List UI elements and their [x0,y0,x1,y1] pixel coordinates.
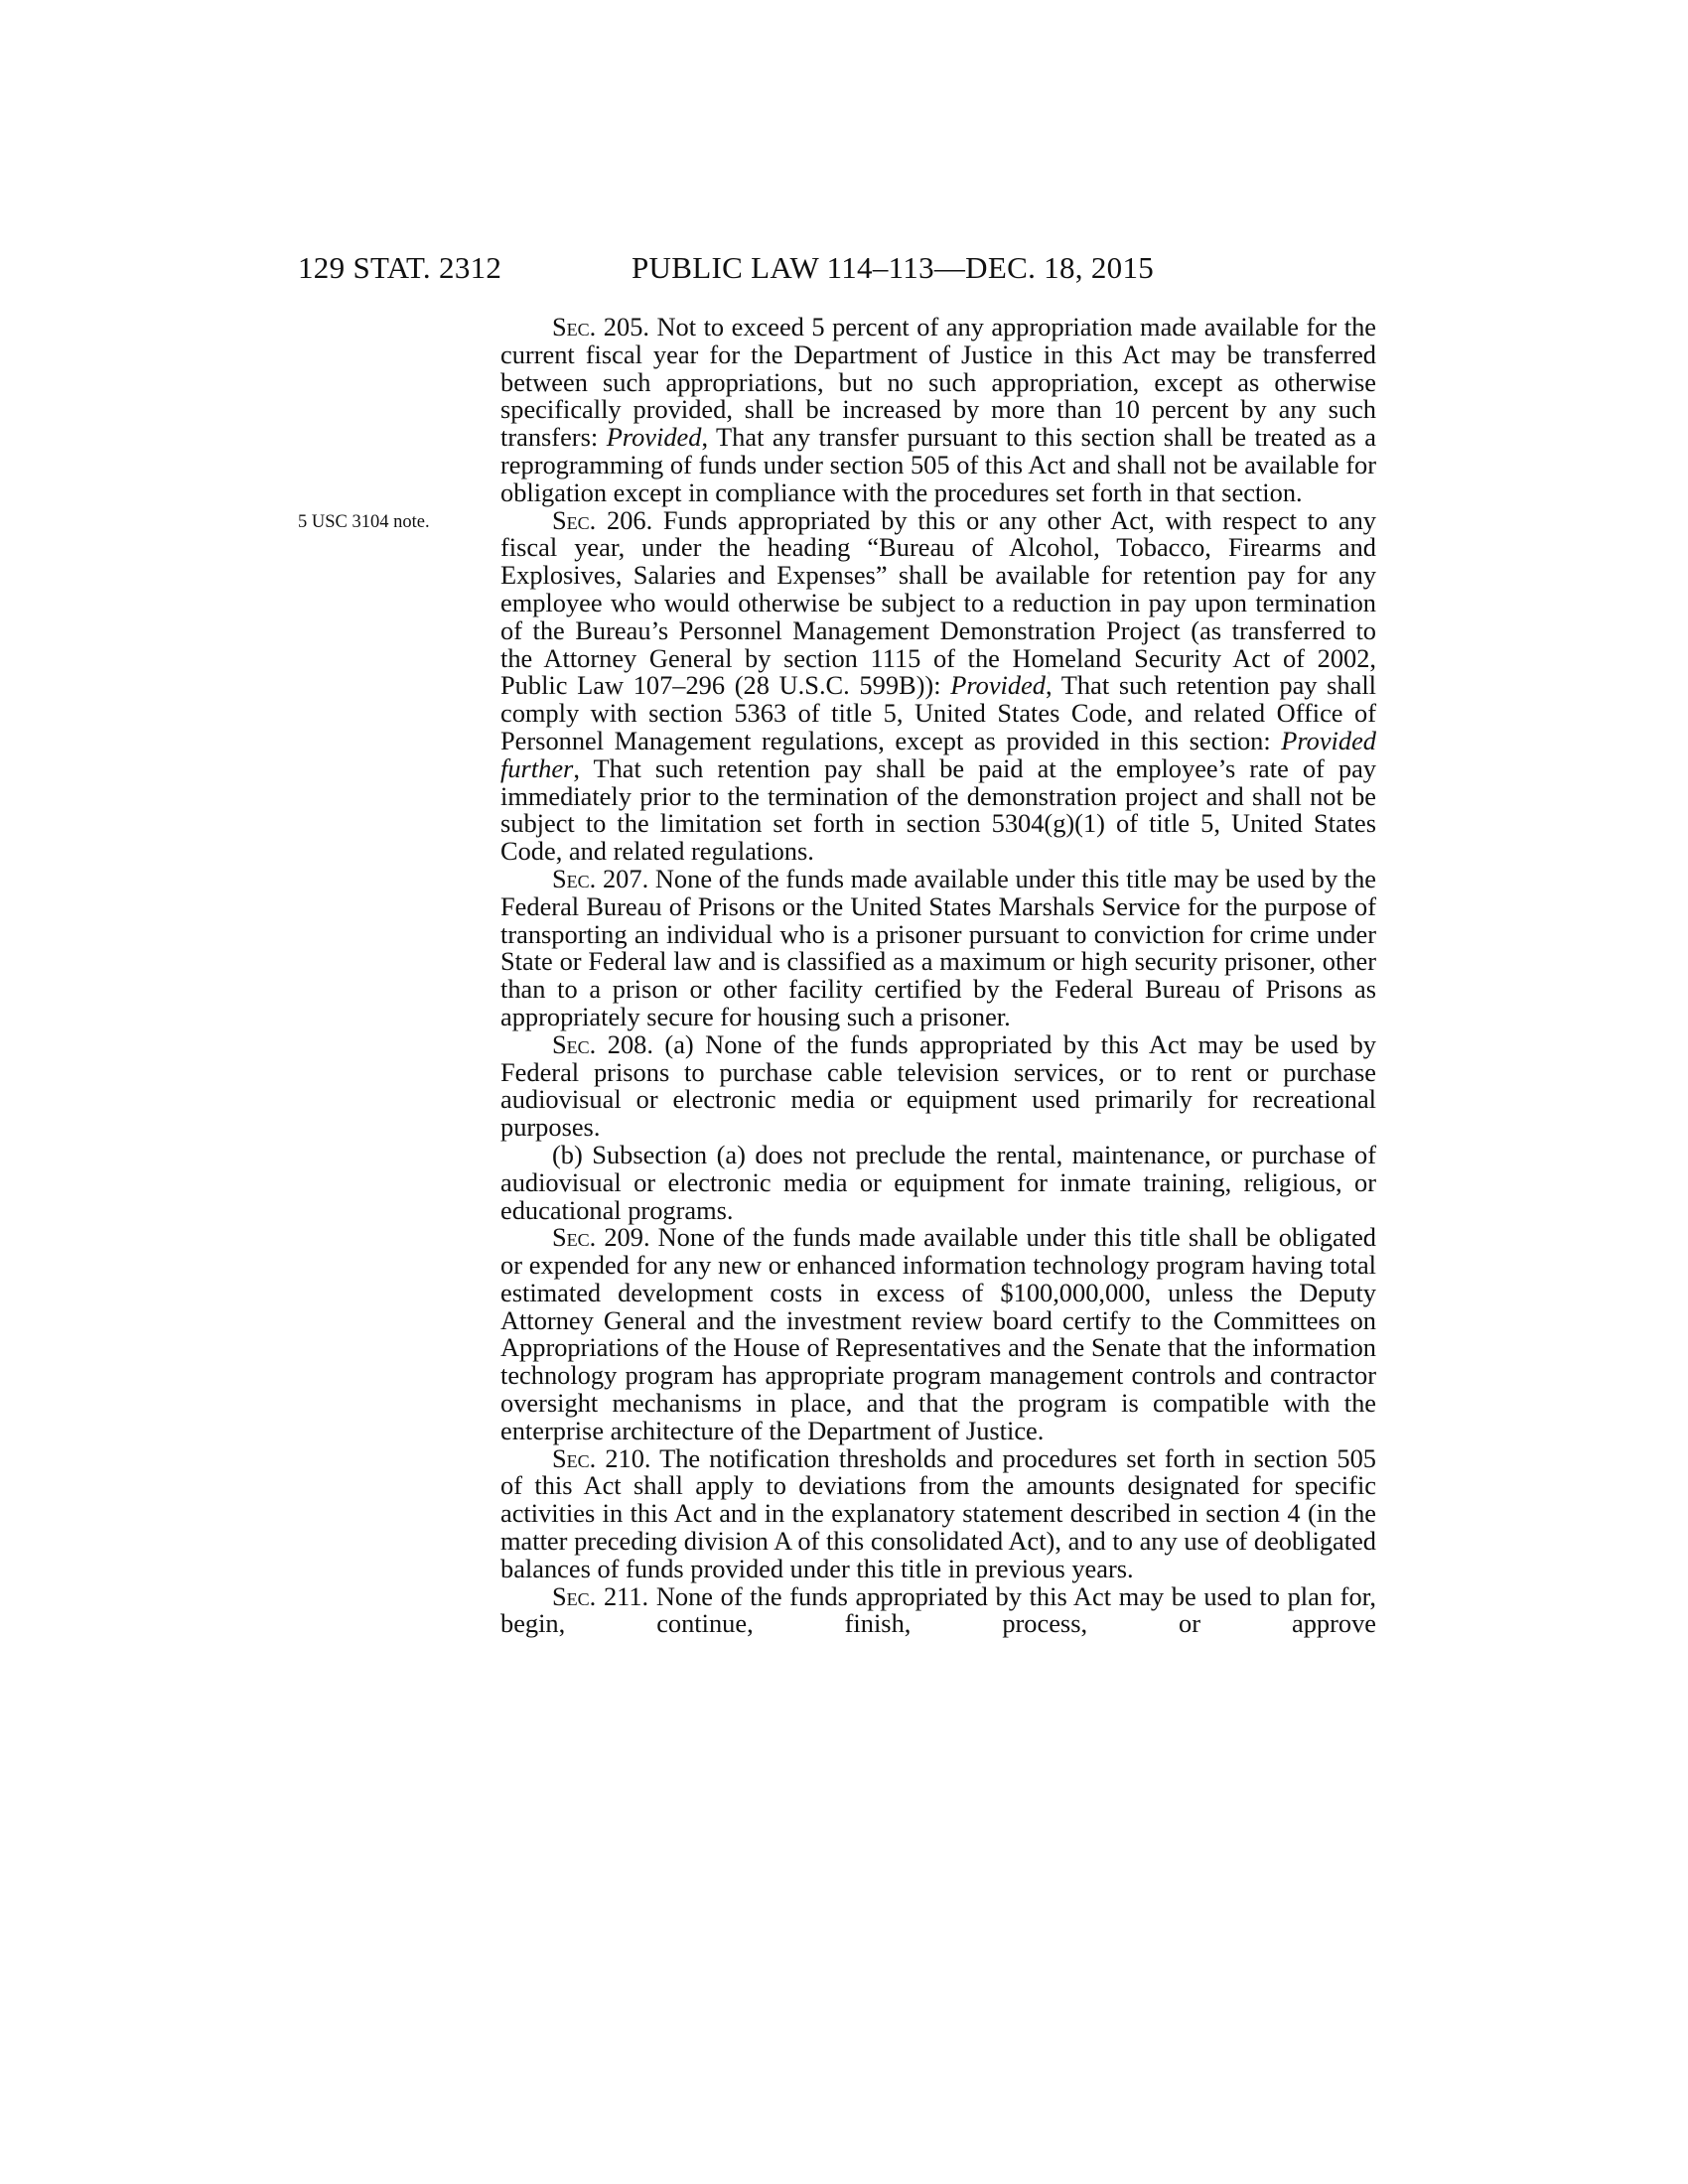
section-211 [500,1580,1376,1639]
section-text: , That any transfer pursuant to this section shall be treated as a reprogramming of funds under section 505 of this Act and shall not be available for obligation except in compliance with the procedures set forth in that section. [500,422,1376,507]
section-label: Sec. [552,1442,597,1473]
section-number: 209. [604,1222,650,1253]
section-label: Sec. [552,1028,597,1059]
public-law-running-head: PUBLIC LAW 114–113—DEC. 18, 2015 [632,250,1155,285]
section-text: (a) None of the funds appropriated by this Act may be used by Federal prisons to purchase cable television services, or to rent or purchase audiovisual or electronic media or equipment used primarily for recreational purposes. [500,1028,1376,1143]
section-number: 207. [602,863,649,893]
section-text: None of the funds appropriated by this Act may be used to plan for, begin, continue, finish, process, or approve [500,1580,1376,1639]
subsection-paragraph [500,1139,1376,1225]
section-label: Sec. [552,312,597,341]
margin-note: 5 USC 3104 note. [298,512,430,532]
section-205 [500,314,1376,507]
section-207 [500,863,1376,1031]
section-206 [500,504,1376,867]
section-text: , That such retention pay shall comply with section 5363 of title 5, United States Code, and related Office of Personnel Management regulations, except as provided in this section: [500,670,1376,755]
section-208 [500,1028,1376,1143]
section-number: 211. [603,1580,649,1611]
section-209 [500,1224,1376,1444]
section-number: 210. [605,1442,651,1473]
section-text: The notification thresholds and procedures set forth in section 505 of this Act shall apply to deviations from the amounts designated for specific activities in this Act and in the explanatory statement described in section 4 (in the matter preceding division A of this consolidated Act), and to any use of deobligated balances of funds provided under this title in previous years. [500,1442,1376,1583]
section-label: Sec. [552,863,597,893]
proviso-italic: Provided further [500,725,1376,783]
section-text: None of the funds made available under this title may be used by the Federal Bureau of Prisons or the United States Marshals Service for the purpose of transporting an individual who is a prisoner pursuant to conviction for crime under State or Federal law and is classified as a maximum or high security prisoner, other than to a prison or other facility certified by the Federal Bureau of Prisons as appropriately secure for housing such a prisoner. [500,863,1376,1031]
proviso-italic: Provided [950,670,1046,701]
section-210 [500,1442,1376,1583]
section-label: Sec. [552,504,597,535]
law-text-body [500,314,1376,1638]
section-number: 206. [607,504,653,535]
section-number: 205. [603,312,649,341]
section-text: None of the funds made available under this title shall be obligated or expended for any new or enhanced information technology program having total estimated development costs in excess of $100,000,000, unless the Deputy Attorney General and the investment review board certify to the Committees on Appropriations of the House of Representatives and the Senate that the information technology program has appropriate program management controls and contractor oversight mechanisms in place, and that the program is compatible with the enterprise architecture of the Department of Justice. [500,1222,1376,1445]
section-number: 208. [607,1028,653,1059]
section-label: Sec. [552,1580,597,1611]
section-text: (b) Subsection (a) does not preclude the rental, maintenance, or purchase of audiovisual or electronic media or equipment for inmate training, religious, or educational programs. [500,1139,1376,1225]
section-text: , That such retention pay shall be paid at the employee’s rate of pay immediately prior to the termination of the demonstration project and shall not be subject to the limitation set forth in section 5304(g)(1) of title 5, United States Code, and related regulations. [500,752,1376,867]
section-label: Sec. [552,1222,597,1253]
section-text: Funds appropriated by this or any other Act, with respect to any fiscal year, under the heading “Bureau of Alcohol, Tobacco, Firearms and Explosives, Salaries and Expenses” shall be available for retention pay for any employee who would otherwise be subject to a reduction in pay upon termination of the Bureau’s Personnel Management Demonstration Project (as transferred to the Attorney General by section 1115 of the Homeland Security Act of 2002, Public Law 107–296 (28 U.S.C. 599B)): [500,504,1376,701]
section-text: Not to exceed 5 percent of any appropriation made available for the current fiscal year for the Department of Justice in this Act may be transferred between such appropriations, but no such appropriation, except as otherwise specifically provided, shall be increased by more than 10 percent by any such transfers: [500,312,1376,453]
proviso-italic: Provided [606,422,702,453]
statute-page-number: 129 STAT. 2312 [298,250,502,285]
